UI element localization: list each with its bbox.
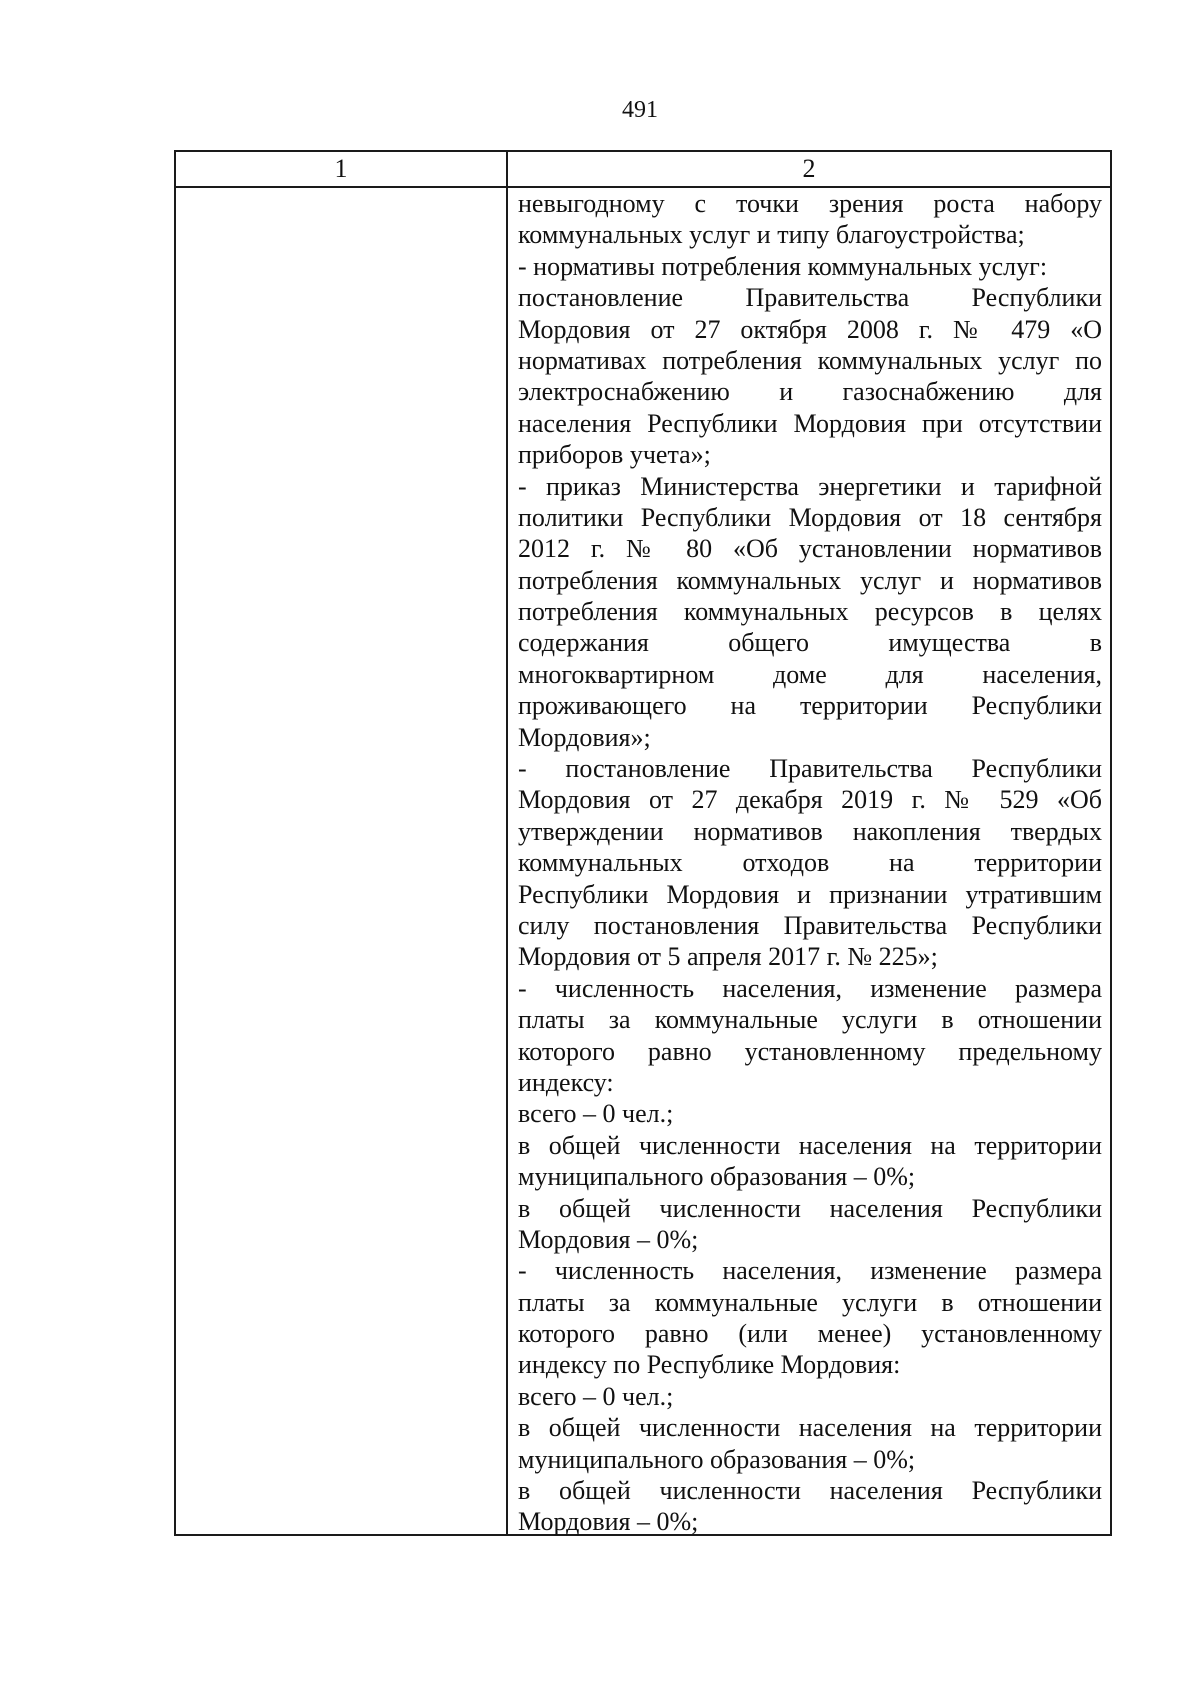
text-line: в общей численности населения на территории: [518, 1130, 1102, 1160]
text-line: муниципального образования – 0%;: [518, 1444, 916, 1474]
text-line: нормативах потребления коммунальных услуг по: [518, 345, 1102, 375]
text-line: которого равно (или менее) установленному: [518, 1319, 1102, 1349]
text-line: Республики Мордовия и признании утратившим: [518, 879, 1102, 909]
column-header-2: 2: [802, 154, 816, 183]
text-line: платы за коммунальные услуги в отношении: [518, 1287, 1102, 1317]
text-line: проживающего на территории Республики: [518, 691, 1102, 721]
text-line: индексу:: [518, 1067, 614, 1097]
text-line: 2012 г. № 80 «Об установлении нормативов: [518, 534, 1102, 564]
text-line: потребления коммунальных услуг и нормативов: [518, 565, 1102, 595]
text-line: коммунальных отходов на территории: [518, 848, 1102, 878]
text-line: утверждении нормативов накопления твердых: [518, 816, 1102, 846]
column-divider: [506, 152, 508, 1534]
text-line: постановление Правительства Республики: [518, 283, 1102, 313]
text-line: политики Республики Мордовия от 18 сентября: [518, 502, 1102, 532]
text-line: невыгодному с точки зрения роста набору: [518, 189, 1102, 218]
text-line: содержания общего имущества в: [518, 628, 1102, 658]
text-line: в общей численности населения Республики: [518, 1193, 1102, 1223]
text-line: в общей численности населения Республики: [518, 1476, 1102, 1506]
page-number: 491: [622, 97, 658, 123]
text-line: Мордовия – 0%;: [518, 1224, 699, 1254]
text-line: Мордовия от 27 декабря 2019 г. № 529 «Об: [518, 785, 1102, 815]
text-line: в общей численности населения на территории: [518, 1413, 1102, 1443]
text-line: - численность населения, изменение размера: [518, 973, 1102, 1003]
text-line: всего – 0 чел.;: [518, 1381, 674, 1411]
text-line: многоквартирном доме для населения,: [518, 659, 1102, 689]
column-2-content: [518, 188, 1102, 1538]
text-line: платы за коммунальные услуги в отношении: [518, 1005, 1102, 1035]
text-line: Мордовия от 5 апреля 2017 г. № 225»;: [518, 942, 938, 972]
text-line: - численность населения, изменение размера: [518, 1256, 1102, 1286]
text-line: которого равно установленному предельному: [518, 1036, 1102, 1066]
text-line: электроснабжению и газоснабжению для: [518, 377, 1102, 407]
text-line: Мордовия от 27 октября 2008 г. № 479 «О: [518, 314, 1102, 344]
table-header-row: [176, 152, 1110, 188]
text-line: муниципального образования – 0%;: [518, 1162, 916, 1192]
text-line: всего – 0 чел.;: [518, 1099, 674, 1129]
text-line: приборов учета»;: [518, 440, 711, 470]
column-header-1: 1: [334, 154, 348, 183]
text-line: населения Республики Мордовия при отсутствии: [518, 408, 1102, 438]
text-line: Мордовия – 0%;: [518, 1507, 699, 1537]
text-line: коммунальных услуг и типу благоустройства;: [518, 220, 1025, 250]
text-line: силу постановления Правительства Республики: [518, 910, 1102, 940]
text-line: - нормативы потребления коммунальных услуг:: [518, 251, 1048, 281]
text-line: индексу по Республике Мордовия:: [518, 1350, 901, 1380]
text-line: потребления коммунальных ресурсов в целях: [518, 597, 1102, 627]
text-line: - приказ Министерства энергетики и тарифной: [518, 471, 1102, 501]
document-table: [174, 150, 1112, 1536]
text-line: Мордовия»;: [518, 722, 651, 752]
text-line: - постановление Правительства Республики: [518, 754, 1102, 784]
